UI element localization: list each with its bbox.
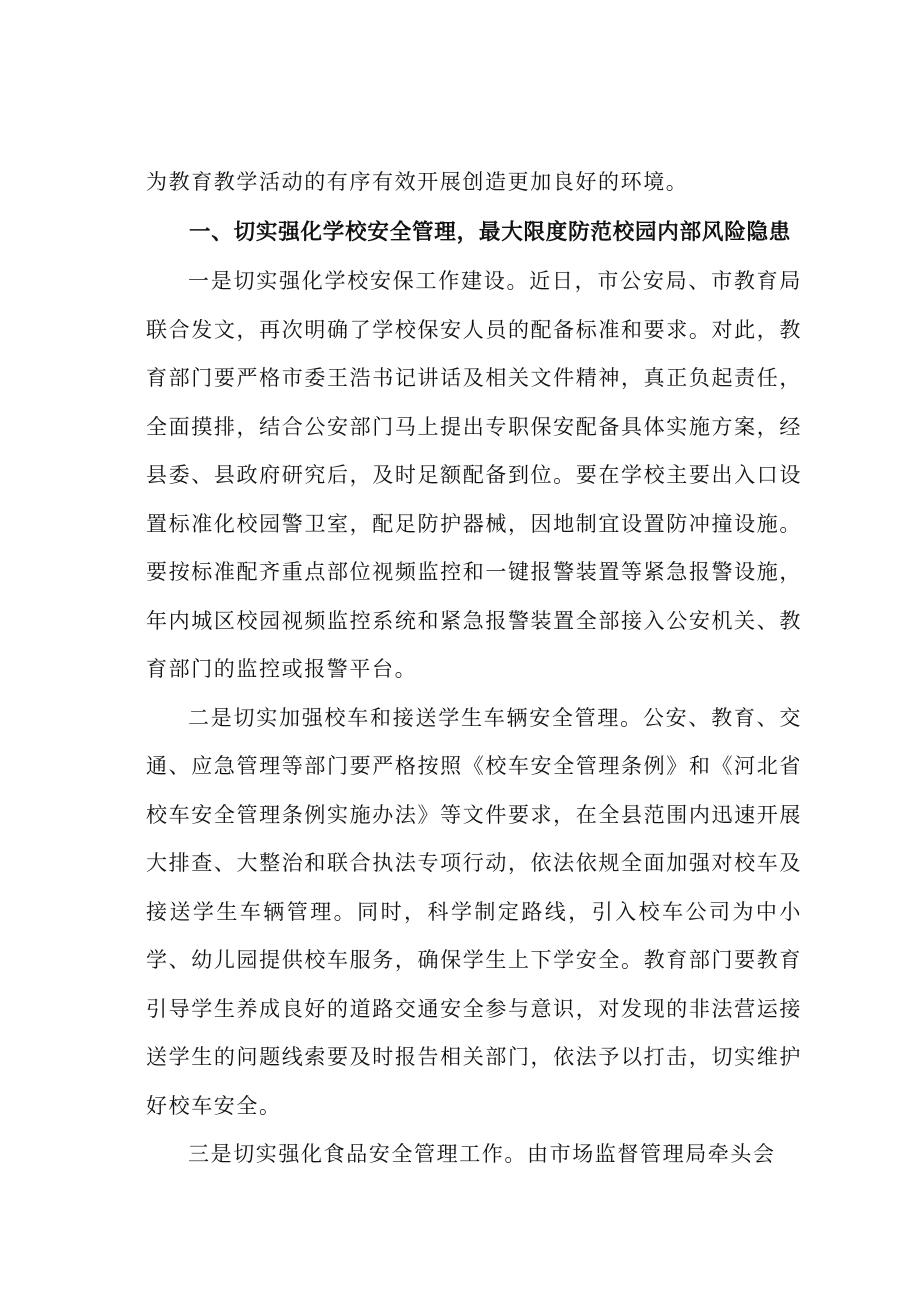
lead-line: 为教育教学活动的有序有效开展创造更加良好的环境。 — [146, 170, 689, 194]
document-body — [146, 158, 802, 1179]
paragraph-food-safety: 三是切实强化食品安全管理工作。由市场监督管理局牵头会 — [188, 1142, 776, 1166]
paragraph-school-bus: 二是切实加强校车和接送学生车辆安全管理。公安、教育、交通、应急管理等部门要严格按照《校车安全管理条例》和《河北省校车安全管理条例实施办法》等文件要求，在全县范围内迅速开展大排查、大整治和联合执法专项行动，依法依规全面加强对校车及接送学生车辆管理。同时，科学制定路线，引入校车公司为中小学、幼儿园提供校车服务，确保学生上下学安全。教育部门要教育引导学生养成良好的道路交通安全参与意识，对发现的非法营运接送学生的问题线索要及时报告相关部门，依法予以打击，切实维护好校车安全。 — [146, 705, 802, 1118]
section-heading: 一、切实强化学校安全管理，最大限度防范校园内部风险隐患 — [189, 219, 792, 245]
paragraph-security: 一是切实强化学校安保工作建设。近日，市公安局、市教育局联合发文，再次明确了学校保安人员的配备标准和要求。对此，教育部门要严格市委王浩书记讲话及相关文件精神，真正负起责任，全面摸排，结合公安部门马上提出专职保安配备具体实施方案，经县委、县政府研究后，及时足额配备到位。要在学校主要出入口设置标准化校园警卫室，配足防护器械，因地制宜设置防冲撞设施。要按标准配齐重点部位视频监控和一键报警装置等紧急报警设施，年内城区校园视频监控系统和紧急报警装置全部接入公安机关、教育部门的监控或报警平台。 — [146, 269, 802, 681]
